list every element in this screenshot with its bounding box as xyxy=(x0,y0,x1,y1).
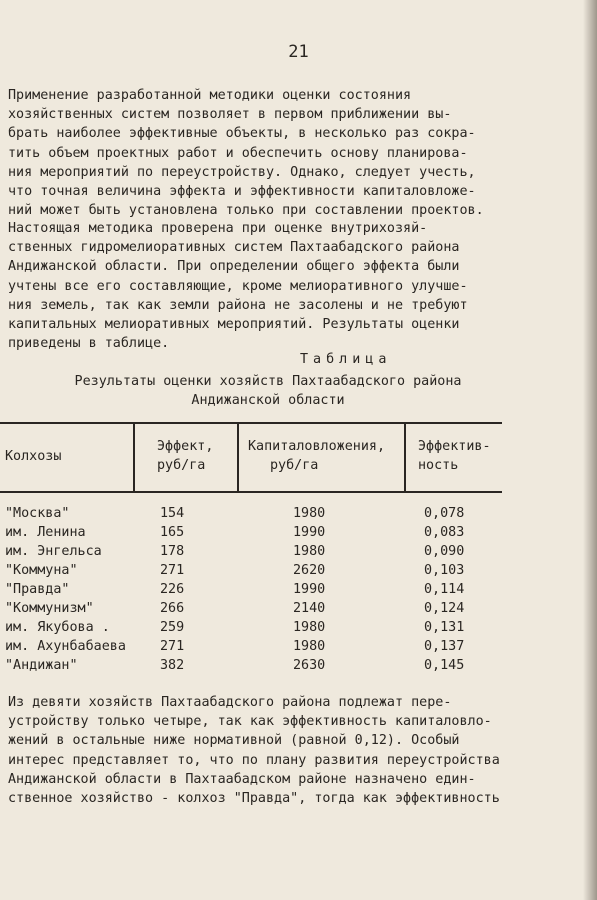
table-row xyxy=(0,639,597,658)
text-line: Андижанской области. При определении общего эффекта были xyxy=(8,259,460,275)
cell-effect: 165 xyxy=(160,525,185,540)
text-line: капитальных мелиоративных мероприятий. Результаты оценки xyxy=(8,317,460,333)
column-divider xyxy=(237,422,239,492)
cell-efficiency: 0,145 xyxy=(424,658,465,673)
cell-capital: 1980 xyxy=(293,506,326,521)
cell-capital: 2630 xyxy=(293,658,326,673)
cell-name: им. Энгельса xyxy=(5,544,102,559)
page-edge-shadow xyxy=(583,0,597,900)
table-label: Таблица xyxy=(300,352,392,367)
column-divider xyxy=(404,422,406,492)
cell-efficiency: 0,131 xyxy=(424,620,465,635)
cell-capital: 1980 xyxy=(293,620,326,635)
table-row xyxy=(0,620,597,639)
header-line: Эффектив- xyxy=(418,439,491,454)
text-line: хозяйственных систем позволяет в первом приближении вы- xyxy=(8,107,452,123)
table-title-line: Андижанской области xyxy=(191,393,345,408)
cell-efficiency: 0,137 xyxy=(424,639,465,654)
paragraph-verification xyxy=(8,219,528,353)
cell-name: им. Якубова . xyxy=(5,620,110,635)
header-efficiency xyxy=(418,437,491,475)
cell-effect: 154 xyxy=(160,506,185,521)
cell-name: "Правда" xyxy=(5,582,70,597)
table-row xyxy=(0,582,597,601)
cell-effect: 271 xyxy=(160,563,185,578)
cell-capital: 2140 xyxy=(293,601,326,616)
cell-effect: 259 xyxy=(160,620,185,635)
text-line: что точная величина эффекта и эффективности капиталовложе- xyxy=(8,184,476,200)
cell-capital: 1990 xyxy=(293,525,326,540)
text-line: интерес представляет то, что по плану развития переустройства xyxy=(8,752,500,768)
text-line: приведены в таблице. xyxy=(8,336,170,352)
text-line: ственное хозяйство - колхоз "Правда", тогда как эффективность xyxy=(8,791,500,807)
cell-name: "Андижан" xyxy=(5,658,78,673)
text-line: устройству только четыре, так как эффективность капиталовло- xyxy=(8,714,492,730)
header-line: ность xyxy=(418,458,459,473)
column-divider xyxy=(133,422,135,492)
text-line: ния земель, так как земли района не засолены и не требуют xyxy=(8,297,468,313)
cell-efficiency: 0,124 xyxy=(424,601,465,616)
cell-efficiency: 0,078 xyxy=(424,506,465,521)
table-row xyxy=(0,601,597,620)
text-line: ния мероприятий по переустройству. Однако, следует учесть, xyxy=(8,164,476,180)
table-header-rule xyxy=(0,491,502,493)
header-line: Эффект, xyxy=(157,439,214,454)
header-line: руб/га xyxy=(157,458,206,473)
cell-name: им. Ленина xyxy=(5,525,86,540)
text-line: Применение разработанной методики оценки состояния xyxy=(8,88,412,103)
text-line: ственных гидромелиоративных систем Пахтаабадского района xyxy=(8,240,460,256)
cell-name: "Коммунизм" xyxy=(5,601,94,616)
paragraph-conclusion xyxy=(8,693,528,808)
cell-efficiency: 0,083 xyxy=(424,525,465,540)
table-title-line: Результаты оценки хозяйств Пахтаабадского района xyxy=(74,374,462,389)
text-line: брать наиболее эффективные объекты, в несколько раз сокра- xyxy=(8,126,476,142)
text-line: учтены все его составляющие, кроме мелиоративного улучше- xyxy=(8,278,468,294)
text-line: Из девяти хозяйств Пахтаабадского района подлежат пере- xyxy=(8,695,452,710)
text-line: тить объем проектных работ и обеспечить основу планирова- xyxy=(8,145,468,161)
cell-effect: 271 xyxy=(160,639,185,654)
table-row xyxy=(0,525,597,544)
table-top-rule xyxy=(0,422,502,424)
cell-capital: 1990 xyxy=(293,582,326,597)
header-effect xyxy=(157,437,213,475)
header-line: руб/га xyxy=(270,458,319,473)
header-capital xyxy=(248,437,385,475)
cell-effect: 266 xyxy=(160,601,185,616)
cell-name: им. Ахунбабаева xyxy=(5,639,126,654)
page-number: 21 xyxy=(288,42,309,62)
cell-capital: 1980 xyxy=(293,544,326,559)
table-row xyxy=(0,658,597,677)
cell-efficiency: 0,103 xyxy=(424,563,465,578)
header-line: Капиталовложения, xyxy=(248,439,386,454)
cell-effect: 178 xyxy=(160,544,185,559)
cell-name: "Москва" xyxy=(5,506,70,521)
cell-capital: 1980 xyxy=(293,639,326,654)
text-line: ний может быть установлена только при составлении проектов. xyxy=(8,203,484,219)
cell-name: "Коммуна" xyxy=(5,563,78,578)
header-kolkhozy: Колхозы xyxy=(5,449,62,464)
table-row xyxy=(0,544,597,563)
table-row xyxy=(0,506,597,525)
text-line: жений в остальные ниже нормативной (равной 0,12). Особый xyxy=(8,733,460,749)
text-line: Андижанской области в Пахтаабадском районе назначено един- xyxy=(8,771,476,787)
table-title xyxy=(8,372,528,410)
cell-effect: 226 xyxy=(160,582,185,597)
table-row xyxy=(0,563,597,582)
cell-efficiency: 0,114 xyxy=(424,582,465,597)
paragraph-methodology xyxy=(8,86,528,220)
cell-effect: 382 xyxy=(160,658,185,673)
text-line: Настоящая методика проверена при оценке внутрихозяй- xyxy=(8,221,428,236)
cell-capital: 2620 xyxy=(293,563,326,578)
cell-efficiency: 0,090 xyxy=(424,544,465,559)
